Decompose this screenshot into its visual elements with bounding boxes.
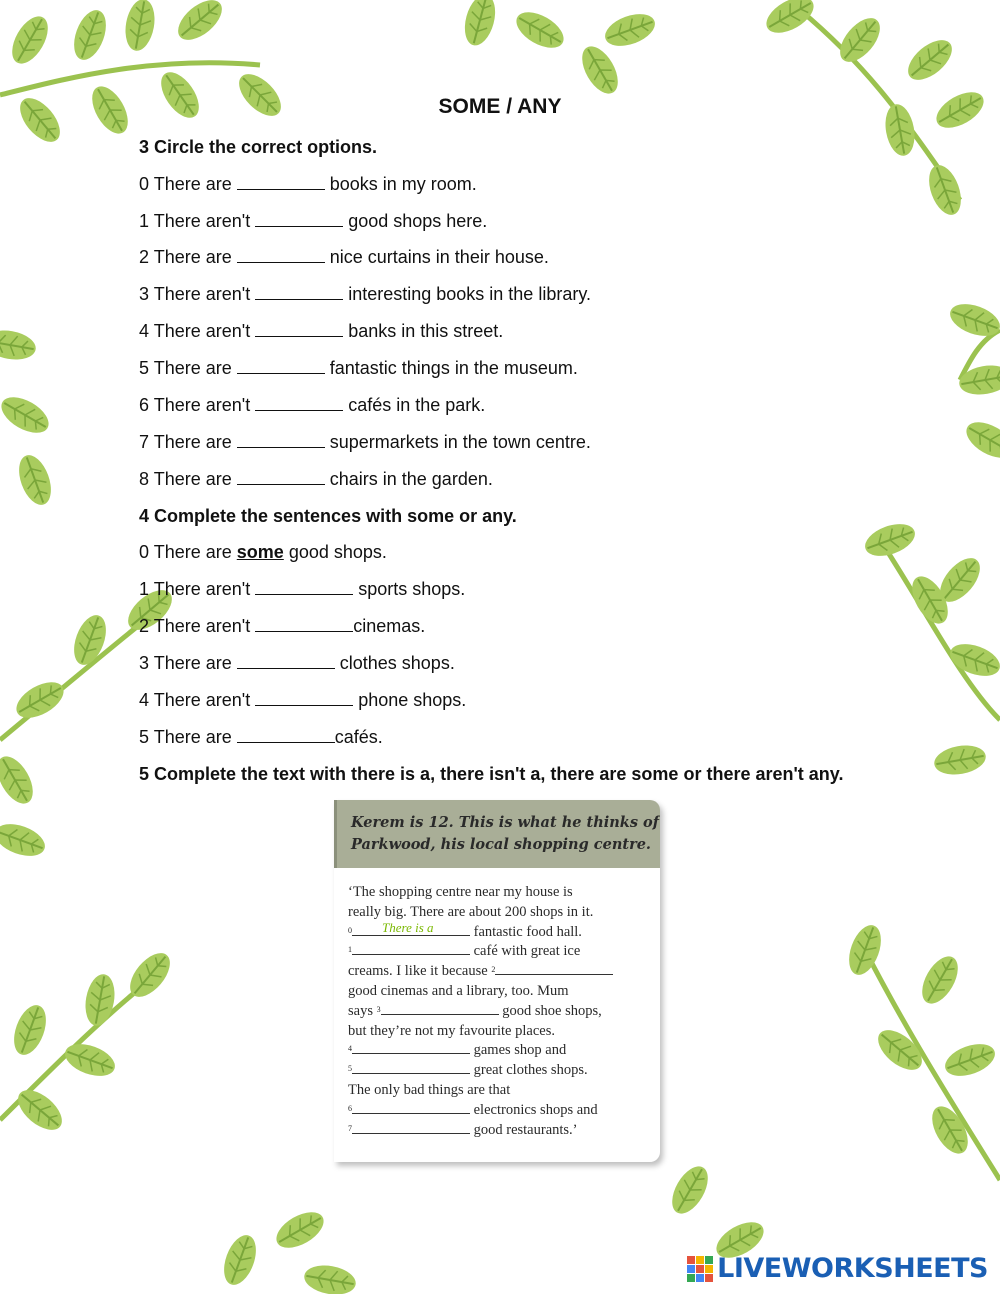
- exercise-3-item-7: 7 There are supermarkets in the town centre.: [139, 432, 591, 452]
- exercise-3-item-8: 8 There are chairs in the garden.: [139, 469, 493, 489]
- example-answer-text: There is a: [382, 919, 434, 935]
- exercise-4-item-5: 5 There are cafés.: [139, 727, 383, 747]
- text-blank-7[interactable]: [352, 1121, 470, 1134]
- answer-blank[interactable]: [255, 580, 353, 595]
- example-answer: some: [236, 542, 284, 562]
- answer-blank[interactable]: [237, 248, 325, 263]
- logo-text: LIVEWORKSHEETS: [717, 1253, 988, 1284]
- section-5-heading: 5 Complete the text with there is a, there isn't a, there are some or there aren't any.: [139, 764, 844, 784]
- answer-blank[interactable]: [255, 212, 343, 227]
- text-blank-2[interactable]: [495, 962, 613, 975]
- text-blank-0[interactable]: [352, 919, 470, 936]
- page-title: SOME / ANY: [438, 95, 562, 118]
- answer-blank[interactable]: [237, 728, 335, 743]
- exercise-3-item-4: 4 There aren't banks in this street.: [139, 321, 504, 341]
- section-3-heading: 3 Circle the correct options.: [139, 137, 378, 157]
- exercise-3-item-1: 1 There aren't good shops here.: [139, 211, 488, 231]
- answer-blank[interactable]: [255, 691, 353, 706]
- answer-blank[interactable]: [237, 359, 325, 374]
- text-blank-4[interactable]: [352, 1041, 470, 1054]
- text-blank-1[interactable]: [352, 942, 470, 955]
- reading-text-card: [334, 800, 660, 1162]
- exercise-4-item-1: 1 There aren't sports shops.: [139, 579, 466, 599]
- answer-blank[interactable]: [255, 396, 343, 411]
- answer-blank[interactable]: [237, 433, 325, 448]
- card-header: Kerem is 12. This is what he thinks of Parkwood, his local shopping centre.: [334, 800, 660, 868]
- answer-blank[interactable]: [237, 654, 335, 669]
- exercise-3-item-3: 3 There aren't interesting books in the library.: [139, 284, 591, 304]
- exercise-3-item-5: 5 There are fantastic things in the museum.: [139, 358, 578, 378]
- exercise-3-item-0: 0 There are books in my room.: [139, 174, 477, 194]
- exercise-4-item-3: 3 There are clothes shops.: [139, 653, 455, 673]
- logo-icon: [687, 1256, 713, 1282]
- answer-blank[interactable]: [237, 175, 325, 190]
- answer-blank[interactable]: [255, 617, 353, 632]
- section-4-heading: 4 Complete the sentences with some or any.: [139, 506, 517, 526]
- answer-blank[interactable]: [255, 322, 343, 337]
- exercise-4-item-4: 4 There aren't phone shops.: [139, 690, 467, 710]
- exercise-3-item-2: 2 There are nice curtains in their house.: [139, 247, 549, 267]
- answer-blank[interactable]: [237, 470, 325, 485]
- exercise-4-example: 0 There are some good shops.: [139, 542, 387, 562]
- text-blank-6[interactable]: [352, 1101, 470, 1114]
- liveworksheets-logo: [687, 1253, 988, 1284]
- text-blank-3[interactable]: [381, 1002, 499, 1015]
- text-blank-5[interactable]: [352, 1061, 470, 1074]
- exercise-4-item-2: 2 There aren't cinemas.: [139, 616, 426, 636]
- card-body: ‘The shopping centre near my house is really big. There are about 200 shops in it. $^0$ There is a fantastic food hall. $^1$ café with great ice creams. I like it because $^2$ good cinemas and a library, too. Mum says $^3$ good shoe shops, but they’re not my favourite places. $^4$ games shop and $^5$ great clothes shops. The only bad things are that $^6$ electronics shops and $^7$ good restaurants.’: [348, 883, 653, 1140]
- answer-blank[interactable]: [255, 285, 343, 300]
- exercise-3-item-6: 6 There aren't cafés in the park.: [139, 395, 486, 415]
